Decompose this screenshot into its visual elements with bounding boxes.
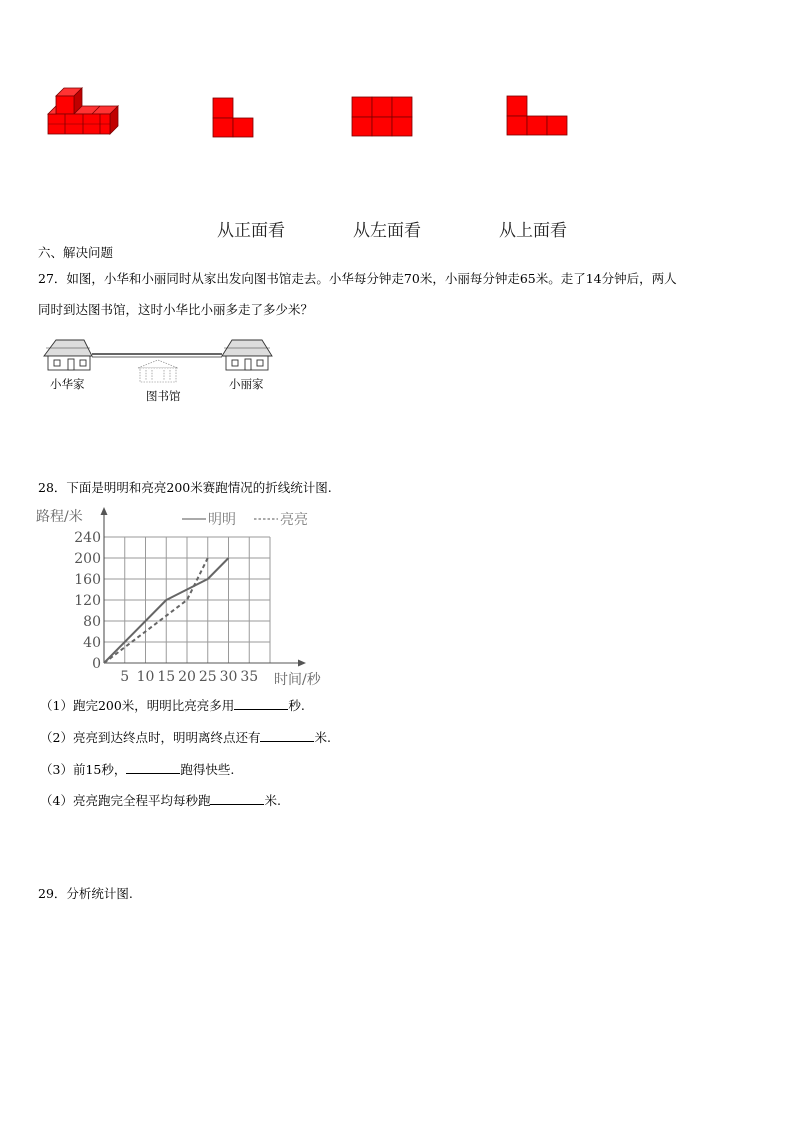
q28-sub2-text: （2）亮亮到达终点时，明明离终点还有: [40, 730, 261, 745]
q28-sub2-unit: 米.: [314, 730, 331, 745]
legend-label: 明明: [208, 512, 236, 528]
answer-blank[interactable]: [126, 761, 180, 774]
x-tick-label: 35: [240, 669, 259, 685]
y-tick-label: 160: [74, 572, 101, 588]
q28-sub1-unit: 秒.: [288, 698, 305, 713]
x-tick-label: 5: [120, 669, 130, 685]
y-axis-label: 路程/米: [36, 509, 83, 525]
front-view-label: 从正面看: [217, 221, 285, 241]
library-icon: [138, 360, 178, 382]
y-tick-label: 120: [74, 593, 101, 609]
y-axis-arrow: [101, 507, 108, 515]
house-icon: [222, 340, 272, 370]
answer-blank[interactable]: [234, 697, 288, 710]
front-view-shape: [212, 97, 256, 139]
top-view-shape: [506, 95, 568, 137]
x-tick-label: 30: [219, 669, 238, 685]
q27-line2: 同时到达图书馆，这时小华比小丽多走了多少米？: [38, 302, 314, 317]
xiaohua-home-label: 小华家: [50, 377, 85, 391]
answer-blank[interactable]: [260, 729, 314, 742]
y-tick-label: 0: [92, 656, 101, 672]
q28-sub1-text: （1）跑完200米，明明比亮亮多用: [40, 698, 235, 713]
q28-title: 28．下面是明明和亮亮200米赛跑情况的折线统计图.: [38, 480, 332, 495]
library-label: 图书馆: [146, 389, 181, 403]
section-heading: 六、解决问题: [38, 245, 114, 260]
q28-sub3-unit: 跑得快些.: [180, 762, 235, 777]
x-tick-label: 20: [178, 669, 196, 685]
x-tick-label: 15: [157, 669, 176, 685]
y-tick-label: 40: [83, 635, 101, 651]
xiaoli-home-label: 小丽家: [229, 377, 264, 391]
q27-line1: 27．如图，小华和小丽同时从家出发向图书馆走去。小华每分钟走70米，小丽每分钟走65米。走了14分钟后，两人: [38, 271, 677, 286]
y-tick-label: 240: [74, 530, 101, 546]
legend-label: 亮亮: [280, 512, 308, 528]
x-tick-label: 10: [136, 669, 155, 685]
q28-sub3: [40, 761, 234, 778]
q28-sub1: [40, 697, 305, 714]
q28-sub4-text: （4）亮亮跑完全程平均每秒跑: [40, 793, 211, 808]
q28-sub4-unit: 米.: [264, 793, 281, 808]
x-axis-arrow: [298, 660, 306, 667]
answer-blank[interactable]: [210, 792, 264, 805]
left-view-shape: [351, 96, 413, 138]
y-tick-label: 200: [74, 551, 101, 567]
x-axis-label: 时间/秒: [274, 672, 321, 688]
line-chart: [34, 505, 324, 689]
house-icon: [44, 340, 92, 370]
x-tick-label: 25: [198, 669, 217, 685]
q28-sub2: [40, 729, 331, 746]
top-view-label: 从上面看: [499, 221, 567, 241]
q29-title: 29．分析统计图.: [38, 886, 133, 901]
left-view-label: 从左面看: [353, 221, 421, 241]
cube-solid-figure: [44, 84, 126, 146]
q28-sub4: [40, 792, 281, 809]
y-tick-label: 80: [83, 614, 101, 630]
q28-sub3-text: （3）前15秒，: [40, 762, 127, 777]
